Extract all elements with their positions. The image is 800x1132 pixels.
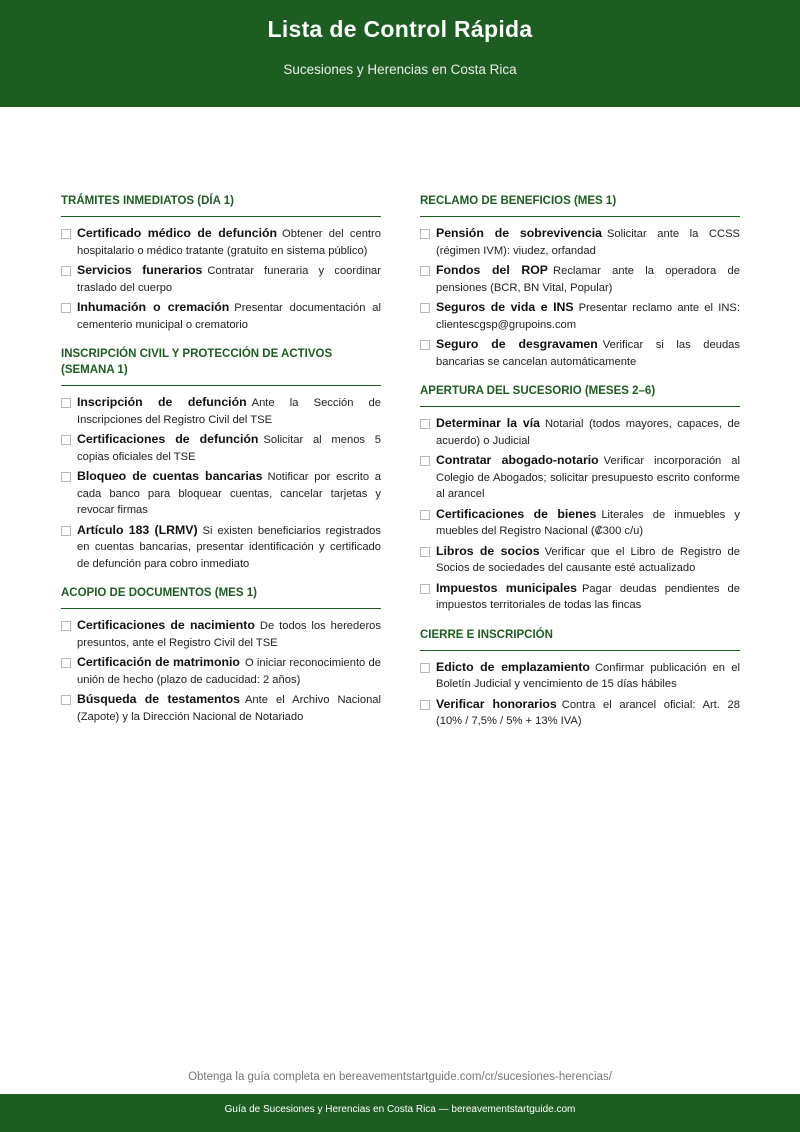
item-description: Notificar por escrito a cada banco para bloquear cuentas, cancelar tarjetas y revocar firmas <box>77 471 381 516</box>
checklist-item <box>61 262 381 296</box>
checklist-item <box>420 659 740 693</box>
checklist-section <box>61 585 381 725</box>
item-content <box>77 262 381 296</box>
checkbox-icon[interactable] <box>61 695 71 705</box>
item-content <box>77 431 381 465</box>
item-title: Pensión de sobrevivencia <box>436 226 602 240</box>
item-title: Certificaciones de nacimiento <box>77 618 255 632</box>
item-description: Verificar que el Libro de Registro de Socios de sociedades del causante esté actualizado <box>436 545 741 574</box>
item-description: Presentar reclamo ante el INS: clientescgsp@grupoins.com <box>436 302 740 331</box>
page-subtitle: Sucesiones y Herencias en Costa Rica <box>283 62 517 77</box>
checkbox-icon[interactable] <box>61 526 71 536</box>
checklist-item <box>61 691 381 725</box>
item-description: Literales de inmuebles y muebles del Registro Nacional (₡300 c/u) <box>436 508 740 537</box>
checklist-item <box>420 225 740 259</box>
item-content <box>77 691 381 725</box>
item-content <box>436 336 740 370</box>
item-description: Ante el Archivo Nacional (Zapote) y la Dirección Nacional de Notariado <box>77 694 381 723</box>
item-title: Seguros de vida e INS <box>436 300 574 314</box>
item-content <box>77 468 381 519</box>
item-description: Solicitar ante la CCSS (régimen IVM): viudez, orfandad <box>436 228 740 257</box>
item-title: Determinar la vía <box>436 416 540 430</box>
item-description: Presentar documentación al cementerio municipal o crematorio <box>77 302 381 331</box>
item-description: Solicitar al menos 5 copias oficiales del TSE <box>77 434 381 463</box>
item-description: O iniciar reconocimiento de unión de hecho (plazo de caducidad: 2 años) <box>77 657 381 686</box>
item-content <box>77 654 381 688</box>
item-title: Inhumación o cremación <box>77 300 230 314</box>
item-description: Contra el arancel oficial: Art. 28 (10% / 7,5% / 5% + 13% IVA) <box>436 698 740 727</box>
item-description: Pagar deudas pendientes de impuestos territoriales de todas las fincas <box>436 582 740 611</box>
item-title: Seguro de desgravamen <box>436 337 598 351</box>
checkbox-icon[interactable] <box>420 229 430 239</box>
item-content <box>77 394 381 428</box>
item-title: Certificación de matrimonio <box>77 655 240 669</box>
item-content <box>436 415 740 449</box>
checklist-columns <box>61 193 740 743</box>
item-content <box>436 225 740 259</box>
item-title: Inscripción de defunción <box>77 395 247 409</box>
item-title: Libros de socios <box>436 543 540 558</box>
item-content <box>77 225 381 259</box>
item-content <box>436 659 740 693</box>
item-title: Certificaciones de bienes <box>436 506 597 521</box>
item-content <box>436 452 740 503</box>
section-title: RECLAMO DE BENEFICIOS (MES 1) <box>420 193 740 217</box>
checkbox-icon[interactable] <box>420 584 430 594</box>
item-title: Certificaciones de defunción <box>77 432 259 446</box>
item-description: Obtener del centro hospitalario o médico tratante (gratuito en sistema público) <box>77 228 381 257</box>
item-content <box>77 299 381 333</box>
item-title: Contratar abogado-notario <box>436 453 599 467</box>
right-column <box>420 193 740 743</box>
checkbox-icon[interactable] <box>61 658 71 668</box>
checkbox-icon[interactable] <box>420 419 430 429</box>
checklist-item <box>420 415 740 449</box>
checkbox-icon[interactable] <box>420 510 430 520</box>
item-description: Verificar incorporación al Colegio de Abogados; solicitar presupuesto escrito conforme al arancel <box>436 455 740 500</box>
item-description: Si existen beneficiarios registrados en cuentas bancarias, presentar identificación y certificado de defunción para cobro inmediato <box>77 524 381 570</box>
checklist-item <box>420 543 740 577</box>
section-title: INSCRIPCIÓN CIVIL Y PROTECCIÓN DE ACTIVOS (SEMANA 1) <box>61 346 381 386</box>
checklist-item <box>420 580 740 614</box>
item-title: Certificado médico de defunción <box>77 226 278 240</box>
checklist-section <box>420 383 740 614</box>
page-title: Lista de Control Rápida <box>267 16 533 42</box>
checkbox-icon[interactable] <box>420 266 430 276</box>
item-description: Contratar funeraria y coordinar traslado del cuerpo <box>77 265 381 294</box>
checklist-item <box>420 696 740 730</box>
item-content <box>436 696 740 730</box>
page-header <box>0 0 800 107</box>
checkbox-icon[interactable] <box>420 547 430 557</box>
item-title: Impuestos municipales <box>436 580 577 595</box>
section-title: TRÁMITES INMEDIATOS (DÍA 1) <box>61 193 381 217</box>
checklist-item <box>61 522 381 573</box>
item-title: Verificar honorarios <box>436 696 557 711</box>
left-column <box>61 193 381 743</box>
item-content <box>436 262 740 296</box>
checklist-item <box>61 617 381 651</box>
footer-bar <box>0 1094 800 1132</box>
checkbox-icon[interactable] <box>61 621 71 631</box>
item-description: Verificar si las deudas bancarias se cancelan automáticamente <box>436 339 740 368</box>
checkbox-icon[interactable] <box>420 456 430 466</box>
guide-link[interactable]: Obtenga la guía completa en bereavementstartguide.com/cr/sucesiones-herencias/ <box>188 1071 612 1083</box>
checkbox-icon[interactable] <box>61 435 71 445</box>
checklist-item <box>420 299 740 333</box>
section-title: CIERRE E INSCRIPCIÓN <box>420 627 740 651</box>
item-description: De todos los herederos presuntos, ante el Registro Civil del TSE <box>77 620 381 649</box>
item-content <box>77 617 381 651</box>
item-content <box>436 543 740 577</box>
item-description: Notarial (todos mayores, capaces, de acuerdo) o Judicial <box>436 418 740 447</box>
checkbox-icon[interactable] <box>420 700 430 710</box>
item-title: Búsqueda de testamentos <box>77 692 240 706</box>
checkbox-icon[interactable] <box>420 303 430 313</box>
checkbox-icon[interactable] <box>61 472 71 482</box>
section-title: APERTURA DEL SUCESORIO (MESES 2–6) <box>420 383 740 407</box>
checkbox-icon[interactable] <box>420 340 430 350</box>
checklist-item <box>420 336 740 370</box>
item-title: Fondos del ROP <box>436 263 549 277</box>
checklist-item <box>61 394 381 428</box>
item-content <box>436 580 740 614</box>
checkbox-icon[interactable] <box>61 229 71 239</box>
checklist-section <box>61 193 381 333</box>
checklist-item <box>61 299 381 333</box>
checkbox-icon[interactable] <box>61 398 71 408</box>
checkbox-icon[interactable] <box>61 303 71 313</box>
checklist-item <box>420 452 740 503</box>
section-title: ACOPIO DE DOCUMENTOS (MES 1) <box>61 585 381 609</box>
checkbox-icon[interactable] <box>420 663 430 673</box>
checklist-item <box>420 506 740 540</box>
item-title: Edicto de emplazamiento <box>436 659 590 674</box>
item-title: Bloqueo de cuentas bancarias <box>77 469 263 483</box>
checklist-section <box>420 627 740 730</box>
item-description: Ante la Sección de Inscripciones del Registro Civil del TSE <box>77 397 382 426</box>
item-content <box>436 299 740 333</box>
checklist-section <box>420 193 740 370</box>
item-content <box>77 522 381 573</box>
checklist-item <box>61 468 381 519</box>
footer-text: Guía de Sucesiones y Herencias en Costa Rica — bereavementstartguide.com <box>224 1104 576 1115</box>
checklist-item <box>61 225 381 259</box>
checklist-item <box>61 654 381 688</box>
checklist-item <box>61 431 381 465</box>
item-content <box>436 506 740 540</box>
item-title: Servicios funerarios <box>77 263 203 277</box>
item-description: Reclamar ante la operadora de pensiones (BCR, BN Vital, Popular) <box>436 265 740 294</box>
checklist-item <box>420 262 740 296</box>
checklist-section <box>61 346 381 572</box>
item-description: Confirmar publicación en el Boletín Judicial y vencimiento de 15 días hábiles <box>436 661 741 690</box>
item-title: Artículo 183 (LRMV) <box>77 522 198 537</box>
checkbox-icon[interactable] <box>61 266 71 276</box>
